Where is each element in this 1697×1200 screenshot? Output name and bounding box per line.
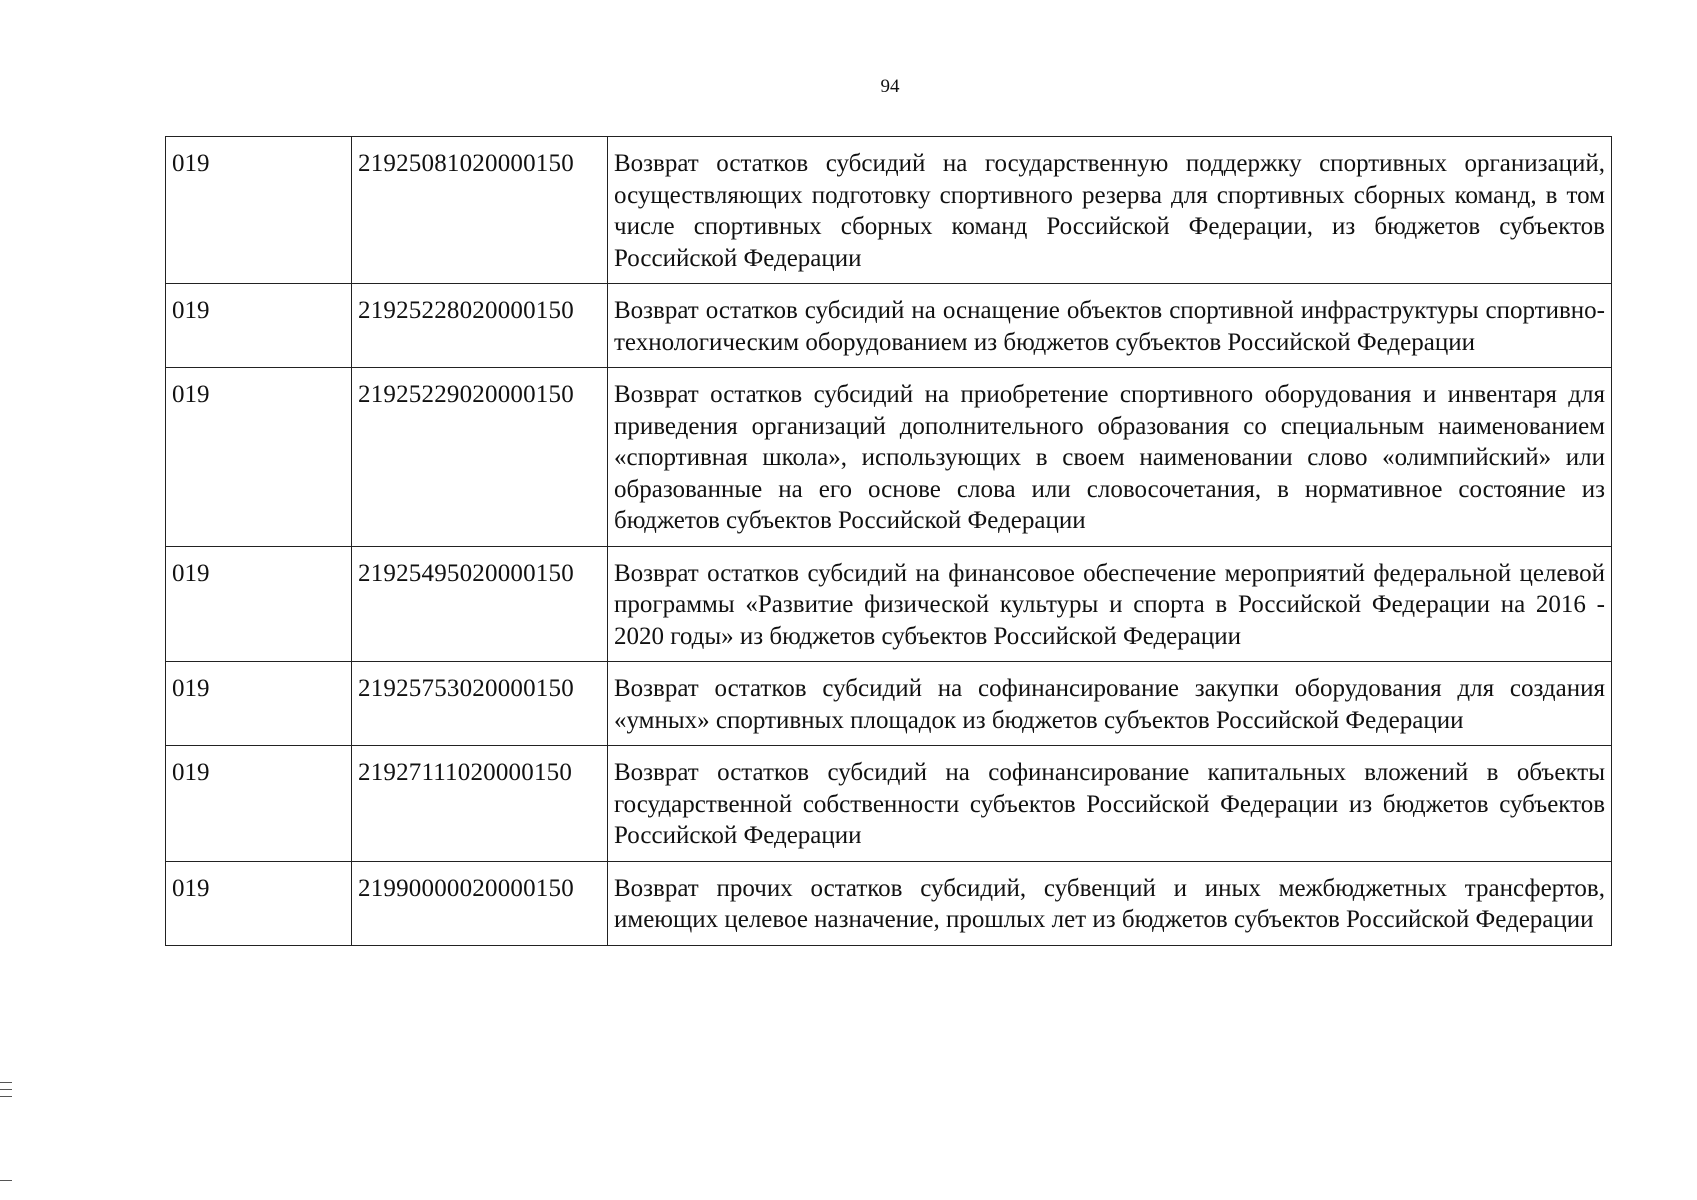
admin-code-cell: 019 [166,662,352,746]
table-row [166,861,1612,945]
budget-codes-table [165,136,1612,946]
kbk-code-cell: 21925228020000150 [352,284,608,368]
table-row [166,284,1612,368]
scan-margin-mark [0,1180,12,1181]
kbk-code-cell: 21990000020000150 [352,861,608,945]
admin-code-cell: 019 [166,137,352,284]
kbk-code-cell: 21925495020000150 [352,546,608,662]
scan-margin-mark [0,1082,12,1083]
scan-margin-mark [0,1096,12,1097]
kbk-code-cell: 21925081020000150 [352,137,608,284]
admin-code-cell: 019 [166,746,352,862]
description-cell: Возврат остатков субсидий на оснащение объектов спортивной инфраструктуры спортивно-технологическим оборудованием из бюджетов субъектов Российской Федерации [608,284,1612,368]
kbk-code-cell: 21927111020000150 [352,746,608,862]
table-row [166,546,1612,662]
kbk-code-cell: 21925753020000150 [352,662,608,746]
table-row [166,746,1612,862]
admin-code-cell: 019 [166,284,352,368]
kbk-code-cell: 21925229020000150 [352,368,608,547]
description-cell: Возврат остатков субсидий на финансовое обеспечение мероприятий федеральной целевой программы «Развитие физической культуры и спорта в Российской Федерации на 2016 - 2020 годы» из бюджетов субъектов Российской Федерации [608,546,1612,662]
table-row [166,137,1612,284]
description-cell: Возврат остатков субсидий на государственную поддержку спортивных организаций, осуществляющих подготовку спортивного резерва для спортивных сборных команд, в том числе спортивных сборных команд Российской Федерации, из бюджетов субъектов Российской Федерации [608,137,1612,284]
description-cell: Возврат остатков субсидий на приобретение спортивного оборудования и инвентаря для приведения организаций дополнительного образования со специальным наименованием «спортивная школа», использующих в своем наименовании слово «олимпийский» или образованные на его основе слова или словосочетания, в нормативное состояние из бюджетов субъектов Российской Федерации [608,368,1612,547]
table-row [166,368,1612,547]
scan-margin-mark [0,1089,12,1090]
description-cell: Возврат остатков субсидий на софинансирование закупки оборудования для создания «умных» спортивных площадок из бюджетов субъектов Российской Федерации [608,662,1612,746]
page-number: 94 [880,76,900,97]
description-cell: Возврат прочих остатков субсидий, субвенций и иных межбюджетных трансфертов, имеющих целевое назначение, прошлых лет из бюджетов субъектов Российской Федерации [608,861,1612,945]
description-cell: Возврат остатков субсидий на софинансирование капитальных вложений в объекты государственной собственности субъектов Российской Федерации из бюджетов субъектов Российской Федерации [608,746,1612,862]
admin-code-cell: 019 [166,368,352,547]
table-row [166,662,1612,746]
admin-code-cell: 019 [166,546,352,662]
admin-code-cell: 019 [166,861,352,945]
